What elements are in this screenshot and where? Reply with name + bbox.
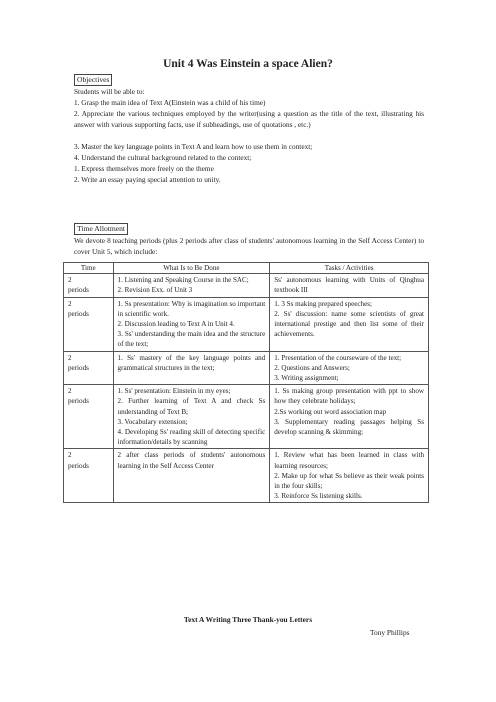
tasks-cell: Ss' autonomous learning with Units of Qinghua textbook III [270,274,429,297]
table-row [64,385,429,449]
time-cell: 2 periods [64,297,114,351]
table-row [64,297,429,351]
time-cell: 2 periods [64,351,114,385]
objective-item-3: 3. Master the key language points in Text A and learn how to use them in context; [74,142,313,151]
done-cell: 1. Ss' mastery of the key language points and grammatical structures in the text; [113,351,270,385]
done-cell: 1. Ss presentation: Why is imagination so important in scientific work. 2. Discussion leading to Text A in Unit 4. 3. Ss' understanding the main idea and the structure of the text; [113,297,270,351]
objectives-label: Objectives [74,74,112,86]
text-a-title: Text A Writing Three Thank-you Letters [183,615,313,624]
done-cell: 1. Ss' presentation: Einstein in my eyes; 2. Further learning of Text A and check Ss understanding of Text B; 3. Vocabulary extension; 4. Developing Ss' reading skill of detecting specific information/details by scanning [113,385,270,449]
schedule-table [63,262,429,503]
time-cell: 2 periods [64,449,114,503]
tasks-cell: 1. 3 Ss making prepared speeches; 2. Ss' discussion: name some scientists of great international prestige and then list some of their achievements. [270,297,429,351]
done-cell: 2 after class periods of students' autonomous learning in the Self Access Center [113,449,270,503]
header-what-done: What Is to Be Done [113,263,270,274]
tasks-cell: 1. Review what has been learned in class with learning resources; 2. Make up for what Ss believe as their weak points in the four skills; 3. Reinforce Ss listening skills. [270,449,429,503]
objectives-intro: Students will be able to: [74,87,145,96]
unit-title: Unit 4 Was Einstein a space Alien? [163,58,333,70]
tasks-cell: 1. Ss making group presentation with ppt to show how they celebrate holidays; 2.Ss working out word association map 3. Supplementary reading passages helping Ss develop scanning & skimming; [270,385,429,449]
objective-item-6: 2. Write an essay paying special attention to unity. [74,175,221,184]
author-name: Tony Phillips [370,628,410,637]
table-header-row [64,263,429,274]
table-row [64,274,429,297]
time-allotment-intro: We devote 8 teaching periods (plus 2 periods after class of students' autonomous learning in the Self Access Center) to cover Unit 5, which include: [74,236,424,256]
objective-item-1: 1. Grasp the main idea of Text A(Einstein was a child of his time) [74,98,266,107]
table-row [64,449,429,503]
table-row [64,351,429,385]
objective-item-5: 1. Express themselves more freely on the theme [74,164,214,173]
header-tasks: Tasks / Activities [270,263,429,274]
objective-item-2: 2. Appreciate the various techniques employed by the writer(using a question as the title of the text, illustrating his answer with various supporting facts, use if subheadings, use of quotations , etc.) [74,109,424,129]
time-cell: 2 periods [64,385,114,449]
done-cell: 1. Listening and Speaking Course in the SAC; 2. Revision Exx. of Unit 3 [113,274,270,297]
time-allotment-label: Time Allotment [74,223,128,235]
tasks-cell: 1. Presentation of the courseware of the text; 2. Questions and Answers; 3. Writing assignment; [270,351,429,385]
header-time: Time [64,263,114,274]
objective-item-4: 4. Understand the cultural background related to the context; [74,153,252,162]
time-cell: 2 periods [64,274,114,297]
